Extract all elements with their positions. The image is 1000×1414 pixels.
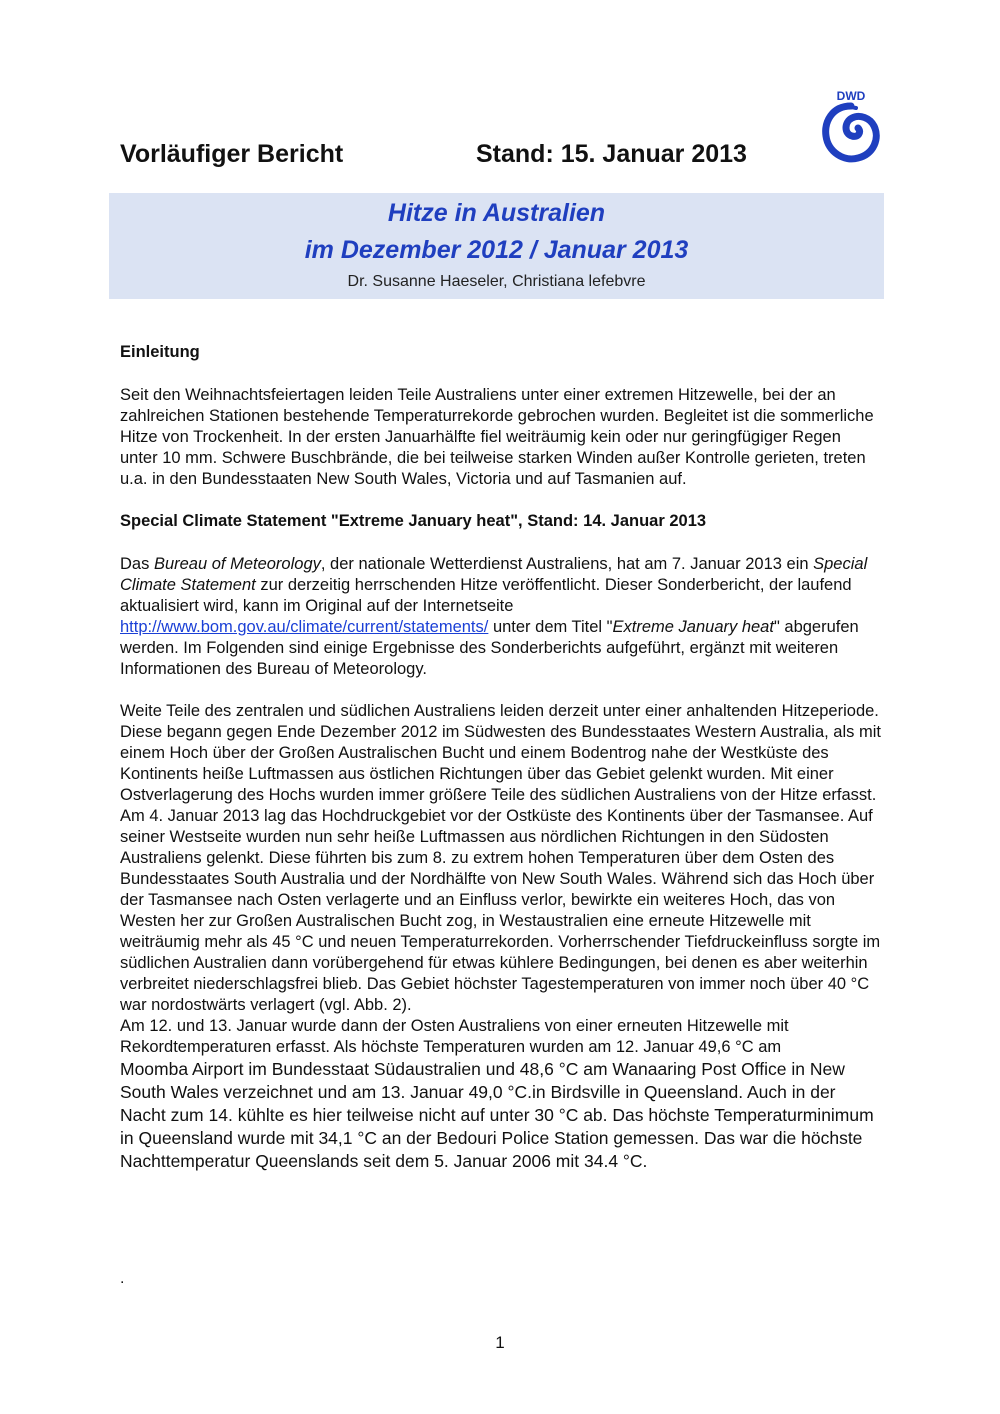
report-date: Stand: 15. Januar 2013 <box>476 140 747 168</box>
title-box <box>109 193 884 299</box>
section-heading-climate-statement: Special Climate Statement "Extreme January heat", Stand: 14. Januar 2013 <box>120 512 707 530</box>
dwd-logo-icon <box>818 86 884 166</box>
title-line-2: im Dezember 2012 / Januar 2013 <box>304 236 689 264</box>
report-type: Vorläufiger Bericht <box>120 140 344 168</box>
statement-paragraph: Das Bureau of Meteorology, der nationale Wetterdienst Australiens, hat am 7. Januar 2013 ein Special Climate Statement zur derzeitig herrschenden Hitze veröffentlicht. Dieser Sonderbericht, der laufend aktualisiert wird, kann im Original auf der Internetseite http://www.bom.gov.au/climate/current/statements/ unter dem Titel "Extreme January heat" abgerufen werden. Im Folgenden sind einige Ergebnisse des Sonderberichts aufgeführt, ergänzt mit weiteren Informationen des Bureau of Meteorology. <box>120 555 868 678</box>
document-body <box>120 342 882 1173</box>
page-number: 1 <box>495 1333 505 1352</box>
heatwave-paragraph-continued: Moomba Airport im Bundesstaat Südaustralien und 48,6 °C am Wanaaring Post Office in New South Wales verzeichnet und am 13. Januar 49,0 °C.in Birdsville in Queensland. Auch in der Nacht zum 14. kühlte es hier teilweise nicht auf unter 30 °C ab. Das höchste Temperaturminimum in Queensland wurde mit 34,1 °C an der Bedouri Police Station gemessen. Das war die höchste Nachttemperatur Queenslands seit dem 5. Januar 2006 mit 34.4 °C. <box>120 1059 874 1171</box>
intro-paragraph: Seit den Weihnachtsfeiertagen leiden Teile Australiens unter einer extremen Hitzewelle, bei der an zahlreichen Stationen bestehende Temperaturrekorde gebrochen wurden. Begleitet ist die sommerliche Hitze von Trockenheit. In der ersten Januarhälfte fiel weiträumig kein oder nur geringfügiger Regen unter 10 mm. Schwere Buschbrände, die bei teilweise starken Winden außer Kontrolle gerieten, treten u.a. in den Bundesstaaten New South Wales, Victoria und auf Tasmanien auf. <box>120 386 874 488</box>
report-header <box>120 140 820 174</box>
logo-text: DWD <box>836 89 866 103</box>
heat-period-paragraph: Weite Teile des zentralen und südlichen Australiens leiden derzeit unter einer anhaltenden Hitzeperiode. Diese begann gegen Ende Dezember 2012 im Südwesten des Bundesstaates Western Australia, als mit einem Hoch über der Großen Australischen Bucht und einem Bodentrog nahe der Westküste des Kontinents heiße Luftmassen aus östlichen Richtungen über das Gebiet gelenkt wurden. Mit einer Ostverlagerung des Hochs wurden immer größere Teile des südlichen Australiens von der Hitze erfasst. Am 4. Januar 2013 lag das Hochdruckgebiet vor der Ostküste des Kontinents über der Tasmansee. Auf seiner Westseite wurden nun sehr heiße Luftmassen aus nördlichen Richtungen in den Südosten Australiens gelenkt. Diese führten bis zum 8. zu extrem hohen Temperaturen über dem Osten des Bundesstaates South Australia und der Nordhälfte von New South Wales. Während sich das Hoch über der Tasmansee nach Osten verlagerte und an Einfluss verlor, bewirkte ein weiteres Hoch, das von Westen her zur Großen Australischen Bucht zog, in Westaustralien eine erneute Hitzewelle mit weiträumig mehr als 45 °C und neuen Temperaturrekorden. Vorherrschender Tiefdruckeinfluss sorgte im südlichen Australien dann vorübergehend für etwas kühlere Bedingungen, bei denen es aber weiterhin verbreitet niederschlagsfrei blieb. Das Gebiet höchster Tagestemperaturen von immer noch über 40 °C war nordostwärts verlagert (vgl. Abb. 2). <box>120 702 881 1014</box>
bom-name: Bureau of Meteorology <box>153 555 321 573</box>
authors: Dr. Susanne Haeseler, Christiana lefebvre <box>347 273 646 290</box>
heatwave-paragraph-start: Am 12. und 13. Januar wurde dann der Osten Australiens von einer erneuten Hitzewelle mit Rekordtemperaturen erfasst. Als höchste Temperaturen wurden am 12. Januar 49,6 °C am <box>120 1017 789 1056</box>
bom-statements-link[interactable]: http://www.bom.gov.au/climate/current/statements/ <box>120 618 489 636</box>
statement-title: Extreme January heat <box>612 618 774 636</box>
trailing-dot: . <box>120 1270 125 1287</box>
statement-name: Special Climate Statement <box>120 555 868 594</box>
section-heading-einleitung: Einleitung <box>120 343 200 361</box>
title-line-1: Hitze in Australien <box>387 199 606 227</box>
